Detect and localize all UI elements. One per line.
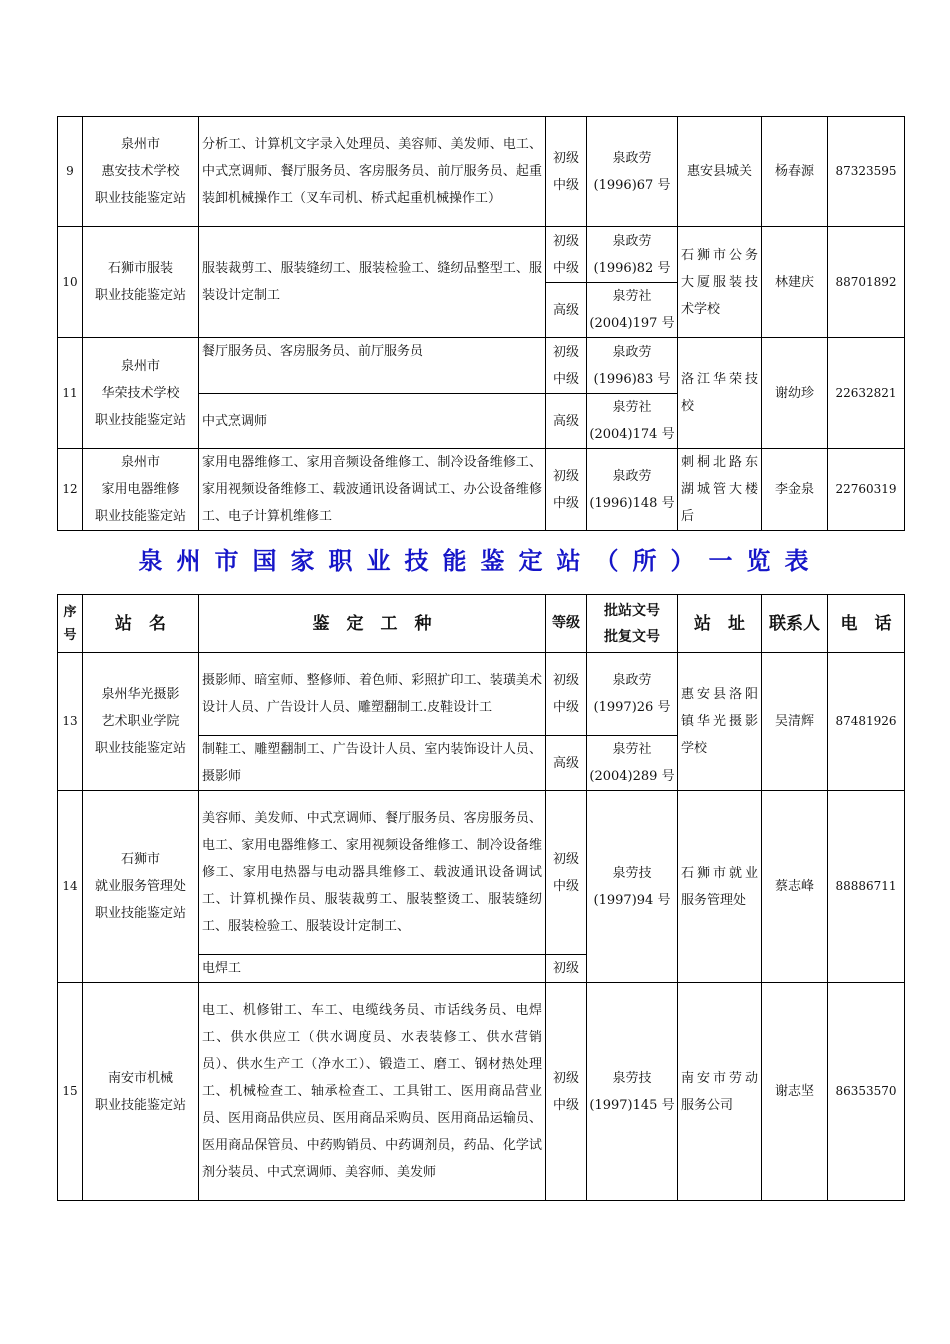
table-top [57,116,905,531]
phone: 22760319 [828,449,905,531]
phone: 86353570 [828,983,905,1201]
header-level: 等级 [546,595,587,653]
job-types: 家用电器维修工、家用音频设备维修工、制冷设备维修工、家用视频设备维修工、载波通讯设备调试工、办公设备维修工、电子计算机维修工 [199,449,546,531]
phone: 22632821 [828,338,905,449]
station-name: 泉州华光摄影 艺术职业学院 职业技能鉴定站 [83,653,199,791]
approval-doc: 泉政劳 (1996)148 号 [587,449,678,531]
level: 初级 [546,955,587,983]
table-header [58,595,905,653]
table-row-14 [58,791,905,955]
approval-doc: 泉劳技 (1997)145 号 [587,983,678,1201]
level: 初级 中级 [546,653,587,736]
approval-doc: 泉政劳 (1997)26 号 [587,653,678,736]
header-jobs: 鉴 定 工 种 [199,595,546,653]
station-name: 石狮市 就业服务管理处 职业技能鉴定站 [83,791,199,983]
level: 高级 [546,736,587,791]
job-types: 餐厅服务员、客房服务员、前厅服务员 [199,338,546,394]
station-address: 洛江华荣技校 [678,338,762,449]
row-no: 9 [58,117,83,227]
job-types: 服装裁剪工、服装缝纫工、服装检验工、缝纫品整型工、服装设计定制工 [199,227,546,338]
level: 初级 中级 [546,338,587,394]
station-address: 南安市劳动服务公司 [678,983,762,1201]
approval-doc: 泉政劳 (1996)83 号 [587,338,678,394]
station-address: 刺桐北路东湖城管大楼后 [678,449,762,531]
contact-person: 杨春源 [762,117,828,227]
contact-person: 李金泉 [762,449,828,531]
approval-doc: 泉劳技 (1997)94 号 [587,791,678,983]
table-bottom [57,594,905,1201]
approval-doc: 泉政劳 (1996)67 号 [587,117,678,227]
approval-doc: 泉劳社 (2004)197 号 [587,283,678,338]
row-no: 13 [58,653,83,791]
header-phone: 电 话 [828,595,905,653]
row-no: 11 [58,338,83,449]
header-seq: 序 号 [58,595,83,653]
contact-person: 谢志坚 [762,983,828,1201]
table-row-9 [58,117,905,227]
station-address: 石狮市就业服务管理处 [678,791,762,983]
row-no: 10 [58,227,83,338]
table-row-13 [58,653,905,736]
page-title: 泉州市国家职业技能鉴定站（所）一览表 [138,547,823,575]
station-name: 南安市机械 职业技能鉴定站 [83,983,199,1201]
table-row-12 [58,449,905,531]
job-types: 电焊工 [199,955,546,983]
phone: 88701892 [828,227,905,338]
station-address: 惠安县城关 [678,117,762,227]
level: 初级 中级 [546,791,587,955]
approval-doc: 泉劳社 (2004)174 号 [587,394,678,449]
row-no: 12 [58,449,83,531]
station-address: 石狮市公务大厦服装技术学校 [678,227,762,338]
level: 初级 中级 [546,117,587,227]
contact-person: 林建庆 [762,227,828,338]
job-types: 制鞋工、雕塑翻制工、广告设计人员、室内装饰设计人员、摄影师 [199,736,546,791]
job-types: 美容师、美发师、中式烹调师、餐厅服务员、客房服务员、电工、家用电器维修工、家用视频设备维修工、制冷设备维修工、家用电热器与电动器具维修工、载波通讯设备调试工、计算机操作员、服装裁剪工、服装整烫工、服装缝纫工、服装检验工、服装设计定制工、 [199,791,546,955]
header-name: 站 名 [83,595,199,653]
station-name: 泉州市 家用电器维修 职业技能鉴定站 [83,449,199,531]
job-types: 电工、机修钳工、车工、电缆线务员、市话线务员、电焊工、供水供应工（供水调度员、水表装修工、供水营销员）、供水生产工（净水工）、锻造工、磨工、钢材热处理工、机械检查工、轴承检查工、工具钳工、医用商品营业员、医用商品供应员、医用商品采购员、医用商品运输员、医用商品保管员、中药购销员、中药调剂员，药品、化学试剂分装员、中式烹调师、美容师、美发师 [199,983,546,1201]
contact-person: 蔡志峰 [762,791,828,983]
level: 初级 中级 [546,227,587,283]
phone: 87481926 [828,653,905,791]
station-name: 石狮市服装 职业技能鉴定站 [83,227,199,338]
job-types: 摄影师、暗室师、整修师、着色师、彩照扩印工、装璜美术设计人员、广告设计人员、雕塑翻制工.皮鞋设计工 [199,653,546,736]
approval-doc: 泉政劳 (1996)82 号 [587,227,678,283]
approval-doc: 泉劳社 (2004)289 号 [587,736,678,791]
table-row-15 [58,983,905,1201]
level: 初级 中级 [546,983,587,1201]
job-types: 分析工、计算机文字录入处理员、美容师、美发师、电工、中式烹调师、餐厅服务员、客房服务员、前厅服务员、起重装卸机械操作工（叉车司机、桥式起重机械操作工） [199,117,546,227]
job-types: 中式烹调师 [199,394,546,449]
header-contact: 联系人 [762,595,828,653]
row-no: 14 [58,791,83,983]
row-no: 15 [58,983,83,1201]
contact-person: 谢幼珍 [762,338,828,449]
level: 初级 中级 [546,449,587,531]
table-row-10 [58,227,905,283]
phone: 88886711 [828,791,905,983]
level: 高级 [546,283,587,338]
station-address: 惠安县洛阳镇华光摄影学校 [678,653,762,791]
table-row-11 [58,338,905,394]
station-name: 泉州市 惠安技术学校 职业技能鉴定站 [83,117,199,227]
contact-person: 吴清辉 [762,653,828,791]
station-name: 泉州市 华荣技术学校 职业技能鉴定站 [83,338,199,449]
header-address: 站 址 [678,595,762,653]
header-doc: 批站文号 批复文号 [587,595,678,653]
level: 高级 [546,394,587,449]
phone: 87323595 [828,117,905,227]
